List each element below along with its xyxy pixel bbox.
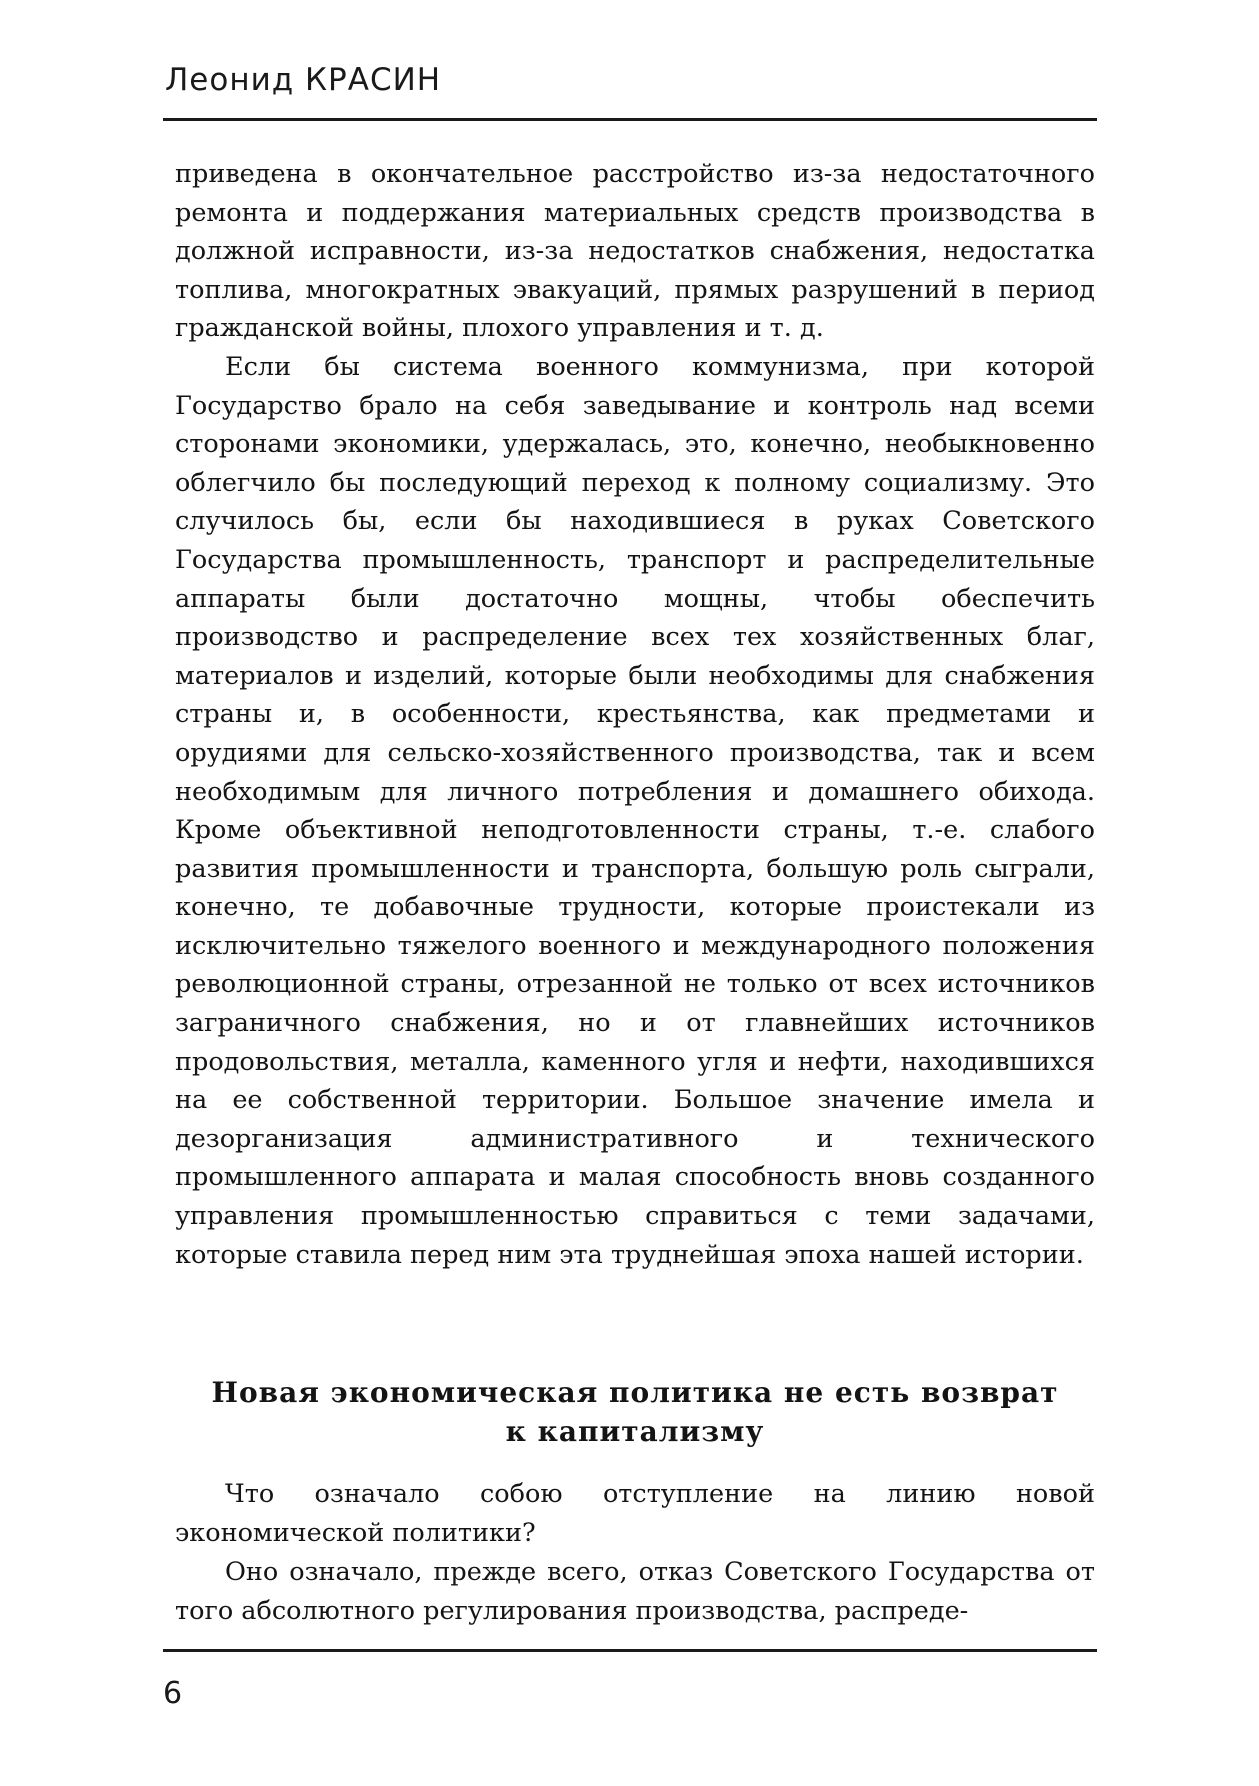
header-rule	[163, 118, 1097, 121]
body-text	[175, 155, 1095, 1274]
paragraph-answer: Оно означало, прежде всего, отказ Советского Государства от того абсолютного регулирования производства, распреде-	[175, 1557, 1095, 1626]
section-heading-line-2: к капитализму	[505, 1415, 765, 1448]
paragraph-question: Что означало собою отступление на линию новой экономической политики?	[175, 1479, 1095, 1548]
paragraph-war-communism: Если бы система военного коммунизма, при которой Государство брало на себя заведывание и контроль над всеми сторонами экономики, удержалась, это, конечно, необыкновенно облегчило бы последующий переход к полному социализму. Это случилось бы, если бы находившиеся в руках Советского Государства промышленность, транспорт и распределительные аппараты были достаточно мощны, чтобы обеспечить производство и распределение всех тех хозяйственных благ, материалов и изделий, которые были необходимы для снабжения страны и, в особенности, крестьянства, как предметами и орудиями для сельско-хозяйственного производства, так и всем необходимым для личного потребления и домашнего обихода. Кроме объективной неподготовленности страны, т.-е. слабого развития промышленности и транспорта, большую роль сыграли, конечно, те добавочные трудности, которые проистекали из исключительно тяжелого военного и международного положения революционной страны, отрезанной не только от всех источников заграничного снабжения, но и от главнейших источников продовольствия, металла, каменного угля и нефти, находившихся на ее собственной территории. Большое значение имела и дезорганизация административного и технического промышленного аппарата и малая способность вновь созданного управления промышленностью справиться с теми задачами, которые ставила перед ним эта труднейшая эпоха нашей истории.	[175, 351, 1095, 1270]
page-number: 6	[163, 1676, 183, 1711]
running-head: Леонид КРАСИН	[165, 62, 442, 98]
footer-rule	[163, 1649, 1097, 1652]
section-heading	[175, 1373, 1095, 1451]
paragraph-continued: приведена в окончательное расстройство из-за недостаточного ремонта и поддержания материальных средств производства в должной исправности, из-за недостатков снабжения, недостатка топлива, многократных эвакуаций, прямых разрушений в период гражданской войны, плохого управления и т. д.	[175, 159, 1095, 344]
section-text	[175, 1475, 1095, 1631]
section-heading-line-1: Новая экономическая политика не есть возврат	[211, 1376, 1059, 1409]
